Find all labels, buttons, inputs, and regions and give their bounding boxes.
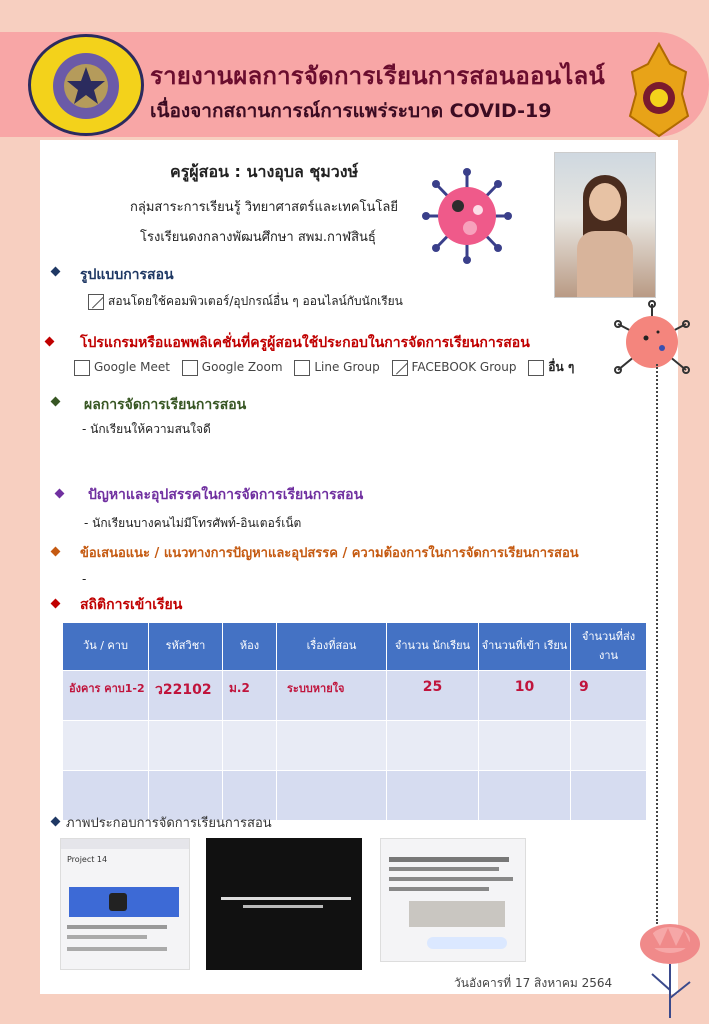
header-topic: เรื่องที่สอน [277, 623, 387, 671]
table-row [63, 721, 647, 771]
empty-cell [149, 721, 223, 771]
teaching-format-checkbox[interactable] [88, 294, 104, 310]
teacher-name: ครูผู้สอน : นางอุบล ชุมวงษ์ [170, 162, 359, 181]
empty-cell [277, 721, 387, 771]
section-gallery-title: ภาพประกอบการจัดการเรียนการสอน [66, 816, 272, 831]
section-suggestions-title: ข้อเสนอแนะ / แนวทางการปัญหาและอุปสรรค / ความต้องการในการจัดการเรียนการสอน [80, 546, 579, 561]
report-date: วันอังคารที่ 17 สิงหาคม 2564 [454, 976, 613, 990]
subject-group: กลุ่มสาระการเรียนรู้ วิทยาศาสตร์และเทคโนโลยี [130, 200, 398, 215]
empty-cell [571, 721, 647, 771]
app-option-label: อื่น ๆ [548, 360, 575, 374]
problems-text: - นักเรียนบางคนไม่มีโทรศัพท์-อินเตอร์เน็ต [84, 516, 302, 530]
cell-topic: ระบบหายใจ [277, 671, 387, 721]
school-name: โรงเรียนดงกลางพัฒนศึกษา สพม.กาฬสินธุ์ [140, 230, 376, 245]
header-submitted: จำนวนที่ส่ง งาน [571, 623, 647, 671]
other-checkbox[interactable] [528, 360, 544, 376]
facebook-group-checkbox[interactable] [392, 360, 408, 376]
attendance-table [62, 622, 647, 821]
screenshot-1-caption: Project 14 [67, 855, 108, 864]
line-group-checkbox[interactable] [294, 360, 310, 376]
empty-cell [387, 771, 479, 821]
app-option-label: Line Group [314, 360, 380, 374]
table-row [63, 671, 647, 721]
empty-cell [479, 721, 571, 771]
empty-cell [277, 771, 387, 821]
page-title: รายงานผลการจัดการเรียนการสอนออนไลน์ [150, 62, 605, 90]
teacher-photo [554, 152, 656, 298]
virus-small-icon [612, 300, 692, 384]
flower-decoration-icon [632, 918, 708, 1022]
virus-icon [420, 166, 514, 266]
cell-students: 25 [387, 671, 479, 721]
app-option-facebook-group [392, 360, 517, 374]
cell-day-period: อังคาร คาบ1-2 [63, 671, 149, 721]
app-option-line-group [294, 360, 379, 374]
results-text: - นักเรียนให้ความสนใจดี [82, 422, 211, 436]
app-option-google-meet [74, 360, 170, 374]
google-zoom-checkbox[interactable] [182, 360, 198, 376]
teaching-format-label: สอนโดยใช้คอมพิวเตอร์/อุปกรณ์อื่น ๆ ออนไลน์กับนักเรียน [108, 294, 403, 308]
empty-cell [479, 771, 571, 821]
empty-cell [223, 721, 277, 771]
cell-attended: 10 [479, 671, 571, 721]
header-students: จำนวน นักเรียน [387, 623, 479, 671]
section-apps-title: โปรแกรมหรือแอพพลิเคชั่นที่ครูผู้สอนใช้ประกอบในการจัดการเรียนการสอน [80, 335, 530, 351]
ministry-emblem-icon [626, 42, 692, 138]
header-course-code: รหัสวิชา [149, 623, 223, 671]
empty-cell [571, 771, 647, 821]
app-option-label: FACEBOOK Group [411, 360, 517, 374]
header-attended: จำนวนที่เข้า เรียน [479, 623, 571, 671]
section-results-title: ผลการจัดการเรียนการสอน [84, 397, 247, 413]
cell-course-code: ว22102 [149, 671, 223, 721]
section-teaching-format-title: รูปแบบการสอน [80, 267, 174, 283]
empty-cell [63, 721, 149, 771]
section-attendance-title: สถิติการเข้าเรียน [80, 597, 183, 613]
cell-submitted: 9 [571, 671, 647, 721]
section-problems-title: ปัญหาและอุปสรรคในการจัดการเรียนการสอน [88, 487, 364, 503]
screenshot-2 [206, 838, 362, 970]
google-meet-checkbox[interactable] [74, 360, 90, 376]
screenshot-1 [60, 838, 190, 970]
teaching-format-option [88, 292, 403, 311]
dotted-line [656, 364, 658, 924]
page-subtitle: เนื่องจากสถานการณ์การแพร่ระบาด COVID-19 [150, 100, 552, 122]
suggestions-text: - [82, 572, 87, 586]
app-option-label: Google Zoom [201, 360, 283, 374]
app-option-other [528, 360, 574, 374]
header-day-period: วัน / คาบ [63, 623, 149, 671]
cell-room: ม.2 [223, 671, 277, 721]
empty-cell [387, 721, 479, 771]
app-option-label: Google Meet [94, 360, 170, 374]
screenshot-3 [380, 838, 526, 962]
app-option-google-zoom [182, 360, 283, 374]
table-header-row [63, 623, 647, 671]
school-seal-icon [28, 34, 144, 136]
apps-options [74, 358, 582, 377]
header-room: ห้อง [223, 623, 277, 671]
